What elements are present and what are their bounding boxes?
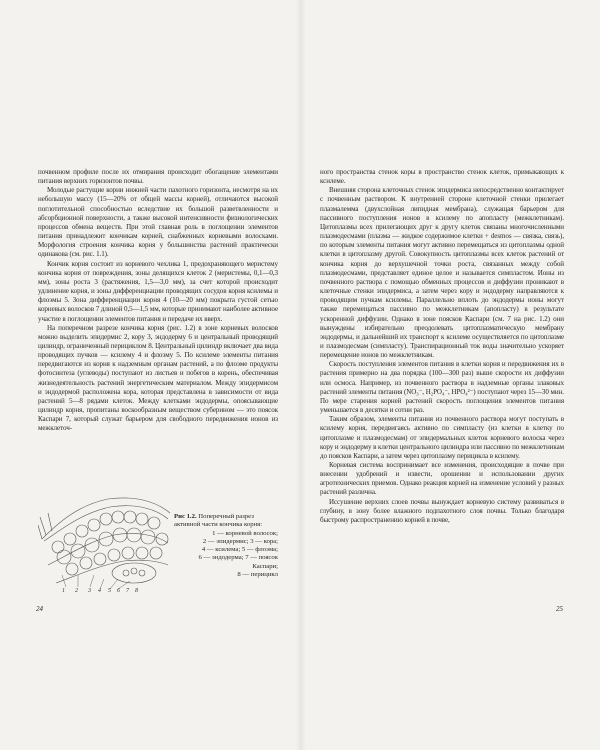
right-page-number: 25 <box>556 605 563 613</box>
figure-legend-line-3: 4 — ксилема; 5 — флоэма; <box>201 546 278 554</box>
right-paragraph-5: Корневая система воспринимает все изменения, происходящие в почве при внесении удобрений и извести, орошении и использовании других агротехнических приемов. Однако реакция корней на изменение условий у разных растений различна. <box>320 461 564 497</box>
figure-label-1: 1 <box>62 588 65 593</box>
figure-label-5: 5 <box>108 588 111 593</box>
root-cross-section-illustration <box>38 495 172 593</box>
left-paragraph-2: Молодые растущие корни нижней части пахотного горизонта, несмотря на их небольшую массу (15—20% от общей массы корней), отличаются высокой поглотительной способностью вследствие их большой разветвленности и абсорбционной поверхности, а также высокой интенсивности физиологических процессов обмена веществ. При этой главная роль в поглощении элементов питания принадлежит кончикам корней, снабженных корневыми волосками. Морфология строения кончика корня у большинства растений практически одинакова (см. рис. 1.1). <box>38 186 278 259</box>
figure-label-8: 8 <box>135 588 138 593</box>
figure-legend-line-1: 1 — корневой волосок; <box>212 529 278 537</box>
figure-1-2 <box>38 495 278 593</box>
figure-legend-line-4: 6 — эндодерма; 7 — поясок Каспари; <box>198 554 278 570</box>
figure-label-6: 6 <box>117 588 120 593</box>
epidermis-outline <box>42 498 170 539</box>
right-text-column <box>320 168 564 525</box>
figure-label-3: 3 <box>88 588 91 593</box>
central-cylinder <box>112 563 156 583</box>
left-paragraph-3: Кончик корня состоит из корневого чехлика 1, предохраняющего меристему кончика корня от повреждения, зоны делящихся клеток 2 (меристемы, 0,1—0,3 мм), зоны роста 3 (растяжения, 1,5—3,0 мм), за счет которой происходит удлинение корня, и зоны дифференциации проводящих сосудов корня ксилемы и флоэмы 5. Зона дифференциации корня 4 (10—20 мм) покрыта густой сетью корневых волосков 7 длиной 0,5—1,5 мм, которые принимают наиболее активное участие в поглощении элементов питания и передаче их вверх. <box>38 259 278 323</box>
figure-title: Рис 1.2. <box>174 513 197 520</box>
left-paragraph-1: почвенном профиле после их отмирания происходит обогащение элементами питания верхних горизонтов почвы. <box>38 168 278 186</box>
figure-caption-text: Поперечный разрез активной части кончика корня: <box>174 513 263 529</box>
right-paragraph-3: Скорость поступления элементов питания в клетки корня и передвижения их в растения примерно на два порядка (100—300 раз) выше скорости их диффузии или осмоса. Например, из почвенного раствора в надземные органы злаковых растений элементы питания (NO₃⁻, H₂PO₄⁻, HPO₄²⁻) поступают через 15—30 мин. По мере старения корней растений скорость поглощения элементов питания уменьшается в десятки и сотни раз. <box>320 360 564 415</box>
figure-legend-line-5: 8 — перицикл <box>237 571 278 579</box>
figure-label-2: 2 <box>75 588 78 593</box>
right-page <box>300 0 600 750</box>
figure-legend-line-2: 2 — эпидермис; 3 — кора; <box>202 537 278 545</box>
left-page-number: 24 <box>36 605 43 613</box>
right-paragraph-1: ного пространства стенок коры в пространство стенок клеток, примыкающих к ксилеме. <box>320 168 564 186</box>
root-hairs <box>38 513 52 539</box>
figure-label-7: 7 <box>126 588 129 593</box>
figure-caption <box>174 513 278 579</box>
right-paragraph-4: Таким образом, элементы питания из почвенного раствора могут поступать в ксилему корня, передвигаясь активно по симпласту (из клетки в клетку по цитоплазме и плазмодесмам) от эпидермальных клеток корневого волоска через кору и эндодерму в клетки центрального цилиндра или пассивно по межклетникам до поясков Каспари, а затем через цитоплазму перицикла в ксилему. <box>320 415 564 460</box>
right-paragraph-2: Внешняя сторона клеточных стенок эпидермиса непосредственно контактирует с почвенным раствором. К внутренней стороне клеточной стенки прилегает плазмалемма (двухслойная липидная мембрана), служащая барьером для пассивного поступления ионов в ксилему по апопласту (межклетникам). Цитоплазмы всех прилегающих друг к другу клеток связаны многочисленными плазмодесмами (плазма — жидкое содержимое клетки + desmos — связка, связь), по которым элементы питания могут активно перемещаться из цитоплазмы одной клетки в цитоплазму другой. Совокупность цитоплазмы всех клеток растений от кончика корня до верхушечной точки роста, связанных между собой плазмодесмами, представляет единое целое и называется симпластом. Ионы из почвенного раствора с помощью обменных процессов и диффузии проникают в клеточные стенки эпидермиса, а затем через кору и эндодерму направляются к проводящим пучкам ксилемы. Параллельно вплоть до эндодермы ионы могут также перемещаться пассивно по межклетникам (апопласту) в результате ускоренной диффузии. Однако в зоне поясков Каспари (см. 7 на рис. 1.2) они вынуждены избирательно преодолевать цитоплазматическую мембрану эндодермы, и дальнейший их транспорт к ксилеме осуществляется по цитоплазме и плазмодесмам (симпласту). Транспирационный ток воды значительно ускоряет перемещение ионов по межклетникам. <box>320 186 564 360</box>
left-paragraph-4: На поперечном разрезе кончика корня (рис. 1.2) в зоне корневых волосков можно выделить эпидермис 2, кору 3, эндодерму 6 и центральный проводящий цилиндр, ограниченный перициклом 8. Центральный цилиндр включает два вида проводящих пучков — ксилему 4 и флоэму 5. По ксилеме элементы питания передвигаются из корня к надземным органам растений, а по флоэме продукты фотосинтеза (углеводы) поступают из листьев и побегов в корень, обеспечивая жизнедеятельность растений энергетическим материалом. Между эпидермисом и эндодермой расположена кора, которая представлена в зависимости от вида растений 5—8 рядами клеток. Между клетками эндодермы, опоясывающие цилиндр корня, пропитаны воскообразным веществом суберином — это поясок Каспари 7, который служат барьером для свободного передвижения ионов из межклеточ- <box>38 323 278 433</box>
left-text-column <box>38 168 278 434</box>
figure-label-4: 4 <box>98 588 101 593</box>
right-paragraph-6: Иссушение верхних слоев почвы вынуждает корневую систему развиваться в глубину, в зону более влажного подпахотного слоя почвы. Только благодаря быстрому распространению корней в почве, <box>320 497 564 524</box>
